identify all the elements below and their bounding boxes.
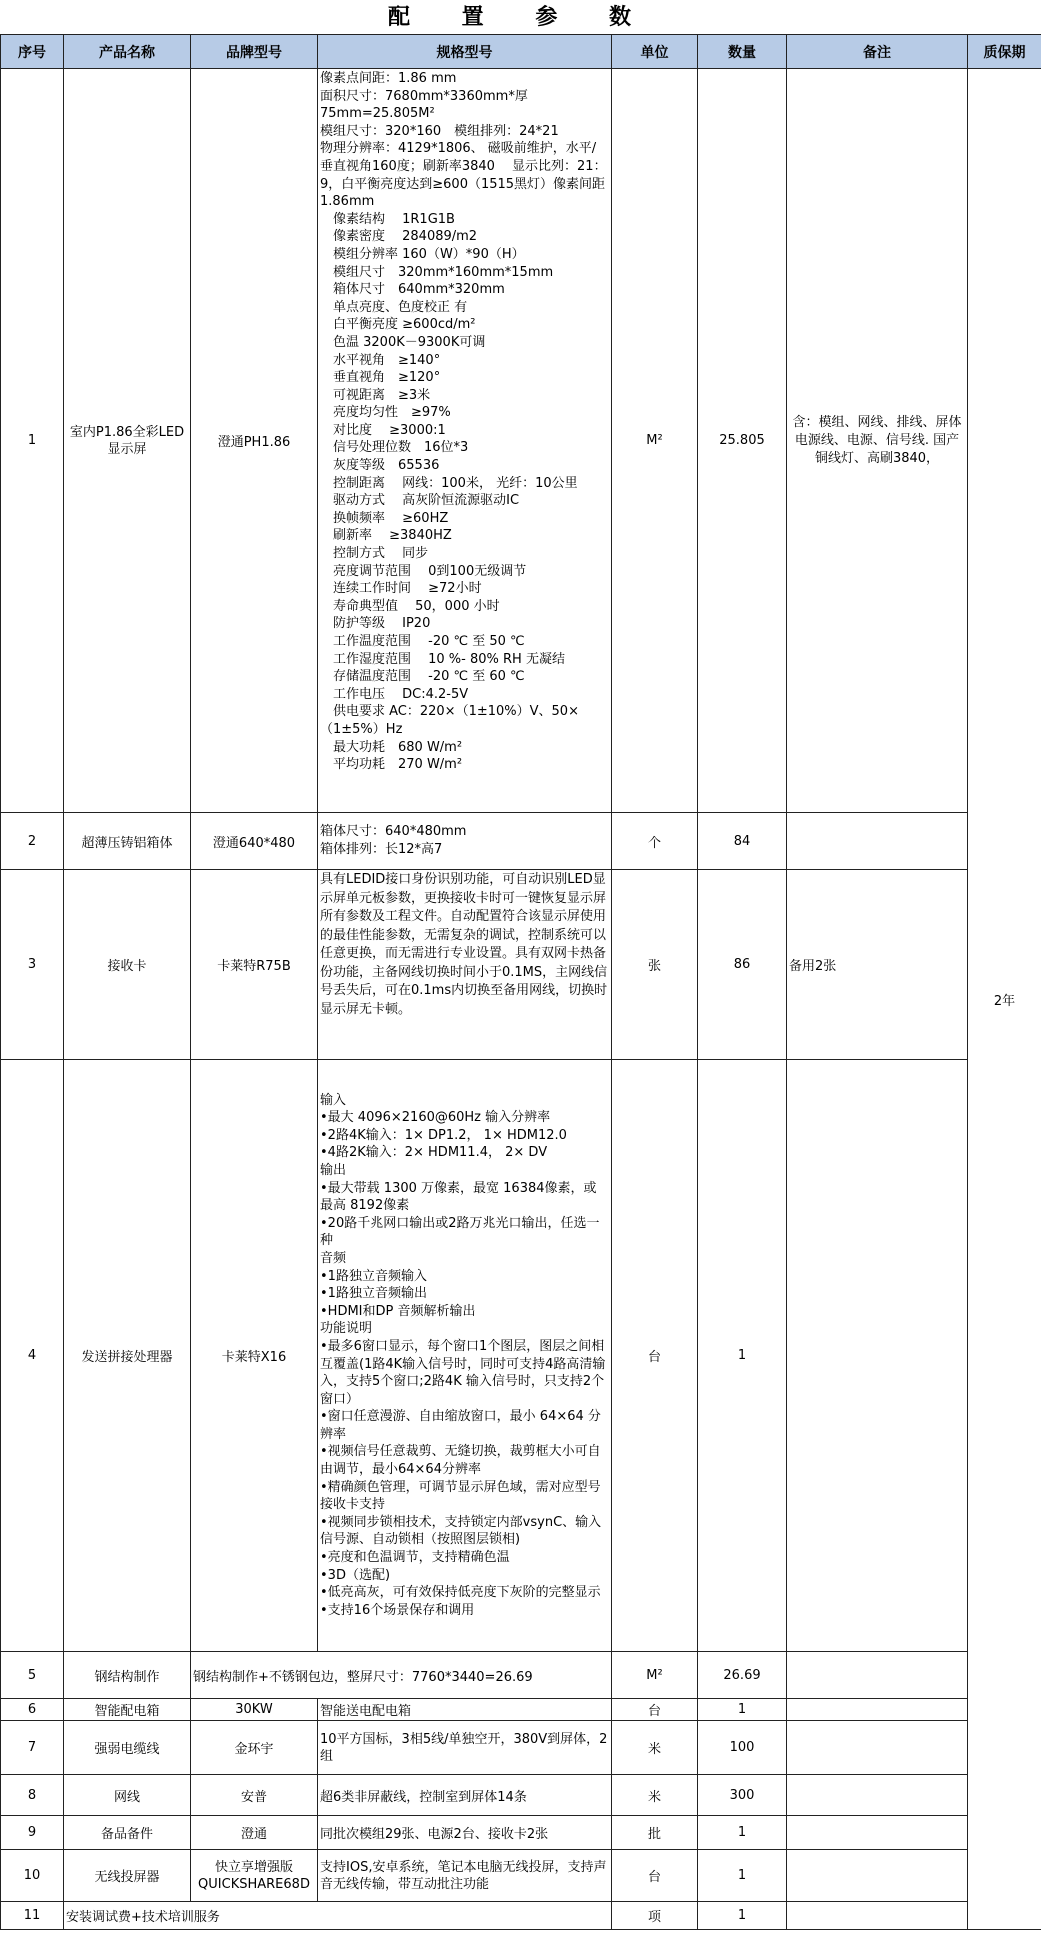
row-no: 4 <box>1 1060 64 1652</box>
row-unit: M² <box>612 1652 698 1699</box>
row-brand: 澄通PH1.86 <box>191 69 318 813</box>
header-no: 序号 <box>1 35 64 69</box>
row-name: 强弱电缆线 <box>64 1721 191 1775</box>
table-row <box>1 1721 1041 1775</box>
row-unit: 米 <box>612 1775 698 1816</box>
row-unit: 台 <box>612 1060 698 1652</box>
config-table <box>0 34 1041 1930</box>
table-row <box>1 1060 1041 1652</box>
row-name: 室内P1.86全彩LED显示屏 <box>64 69 191 813</box>
row-spec: 同批次模组29张、电源2台、接收卡2张 <box>318 1816 612 1850</box>
table-row <box>1 1902 1041 1930</box>
header-brand: 品牌型号 <box>191 35 318 69</box>
row-spec: 像素点间距：1.86 mm 面积尺寸：7680mm*3360mm*厚 75mm=25.805M² 模组尺寸：320*160 模组排列：24*21 物理分辨率：4129*1806、 磁吸前维护，水平/垂直视角160度；刷新率3840 显示比列：21：9，白平衡亮度达到≥600（1515黑灯）像素间距 1.86mm 像素结构 1R1G1B 像素密度 284089/m2 模组分辨率 160（W）*90（H） 模组尺寸 320mm*160mm*15mm 箱体尺寸 640mm*320mm 单点亮度、色度校正 有 白平衡亮度 ≥600cd/m² 色温 3200K－9300K可调 水平视角 ≥140° 垂直视角 ≥120° 可视距离 ≥3米 亮度均匀性 ≥97% 对比度 ≥3000:1 信号处理位数 16位*3 灰度等级 65536 控制距离 网线：100米， 光纤：10公里 驱动方式 高灰阶恒流源驱动IC 换帧频率 ≥60HZ 刷新率 ≥3840HZ 控制方式 同步 亮度调节范围 0到100无级调节 连续工作时间 ≥72小时 寿命典型值 50，000 小时 防护等级 IP20 工作温度范围 -20 ℃ 至 50 ℃ 工作湿度范围 10 %- 80% RH 无凝结 存储温度范围 -20 ℃ 至 60 ℃ 工作电压 DC:4.2-5V 供电要求 AC：220×（1±10%）V、50×（1±5%）Hz 最大功耗 680 W/m² 平均功耗 270 W/m² <box>318 69 612 813</box>
row-note <box>787 1652 968 1699</box>
row-brand: 安普 <box>191 1775 318 1816</box>
row-unit: 米 <box>612 1721 698 1775</box>
row-no: 8 <box>1 1775 64 1816</box>
table-row <box>1 1850 1041 1902</box>
row-brand: 快立享增强版 QUICKSHARE68D <box>191 1850 318 1902</box>
row-name: 智能配电箱 <box>64 1699 191 1721</box>
row-unit: 台 <box>612 1699 698 1721</box>
table-row <box>1 870 1041 1060</box>
row-brand: 澄通640*480 <box>191 813 318 870</box>
header-qty: 数量 <box>698 35 787 69</box>
row-brand-spec: 钢结构制作+不锈钢包边，整屏尺寸：7760*3440=26.69 <box>191 1652 612 1699</box>
row-qty: 1 <box>698 1699 787 1721</box>
row-spec: 10平方国标，3相5线/单独空开，380V到屏体，2组 <box>318 1721 612 1775</box>
row-name: 网线 <box>64 1775 191 1816</box>
row-qty: 1 <box>698 1060 787 1652</box>
row-spec: 支持IOS,安卓系统，笔记本电脑无线投屏，支持声音无线传输，带互动批注功能 <box>318 1850 612 1902</box>
row-spec: 智能送电配电箱 <box>318 1699 612 1721</box>
row-note <box>787 1775 968 1816</box>
row-name: 发送拼接处理器 <box>64 1060 191 1652</box>
row-no: 6 <box>1 1699 64 1721</box>
header-note: 备注 <box>787 35 968 69</box>
header-spec: 规格型号 <box>318 35 612 69</box>
row-note <box>787 813 968 870</box>
table-row <box>1 1652 1041 1699</box>
row-qty: 100 <box>698 1721 787 1775</box>
row-unit: M² <box>612 69 698 813</box>
row-qty: 86 <box>698 870 787 1060</box>
row-no: 7 <box>1 1721 64 1775</box>
row-name: 接收卡 <box>64 870 191 1060</box>
row-qty: 1 <box>698 1850 787 1902</box>
row-no: 11 <box>1 1902 64 1930</box>
row-note <box>787 1816 968 1850</box>
row-no: 2 <box>1 813 64 870</box>
header-unit: 单位 <box>612 35 698 69</box>
row-qty: 1 <box>698 1902 787 1930</box>
warranty-cell: 2年 <box>968 69 1041 1930</box>
row-unit: 台 <box>612 1850 698 1902</box>
row-name: 超薄压铸铝箱体 <box>64 813 191 870</box>
row-unit: 批 <box>612 1816 698 1850</box>
header-row <box>1 35 1041 69</box>
table-row <box>1 1816 1041 1850</box>
header-warranty: 质保期 <box>968 35 1041 69</box>
row-name: 备品备件 <box>64 1816 191 1850</box>
row-no: 3 <box>1 870 64 1060</box>
row-qty: 84 <box>698 813 787 870</box>
table-row <box>1 1699 1041 1721</box>
row-spec: 具有LEDID接口身份识别功能，可自动识别LED显示屏单元板参数，更换接收卡时可一键恢复显示屏所有参数及工程文件。自动配置符合该显示屏使用的最佳性能参数，无需复杂的调试，控制系统可以任意更换，而无需进行专业设置。具有双网卡热备份功能，主备网线切换时间小于0.1MS，主网线信号丢失后，可在0.1ms内切换至备用网线，切换时显示屏无卡顿。 <box>318 870 612 1060</box>
row-name: 无线投屏器 <box>64 1850 191 1902</box>
row-note: 备用2张 <box>787 870 968 1060</box>
row-unit: 个 <box>612 813 698 870</box>
table-row <box>1 69 1041 813</box>
row-unit: 张 <box>612 870 698 1060</box>
row-unit: 项 <box>612 1902 698 1930</box>
row-note <box>787 1699 968 1721</box>
row-qty: 300 <box>698 1775 787 1816</box>
row-brand: 卡莱特R75B <box>191 870 318 1060</box>
row-qty: 26.69 <box>698 1652 787 1699</box>
page-title: 配 置 参 数 <box>388 4 653 30</box>
row-note <box>787 1902 968 1930</box>
row-no: 5 <box>1 1652 64 1699</box>
header-name: 产品名称 <box>64 35 191 69</box>
row-brand: 30KW <box>191 1699 318 1721</box>
row-qty: 25.805 <box>698 69 787 813</box>
row-note <box>787 1850 968 1902</box>
table-row <box>1 1775 1041 1816</box>
row-spec: 输入 •最大 4096×2160@60Hz 输入分辨率 •2路4K输入：1× DP1.2， 1× HDM12.0 •4路2K输入：2× HDM11.4， 2× DV 输出 •最大带载 1300 万像素，最宽 16384像素，或最高 8192像素 •20路千兆网口输出或2路万兆光口输出，任选一种 音频 •1路独立音频输入 •1路独立音频输出 •HDMI和DP 音频解析输出 功能说明 •最多6窗口显示，每个窗口1个图层，图层之间相互覆盖(1路4K输入信号时，同时可支持4路高清输入，支持5个窗口;2路4K 输入信号时，只支持2个窗口） •窗口任意漫游、自由缩放窗口，最小 64×64 分辨率 •视频信号任意裁剪、无缝切换，裁剪框大小可自由调节，最小64×64分辨率 •精确颜色管理，可调节显示屏色域，需对应型号接收卡支持 •视频同步锁相技术，支持锁定内部vsynC、输入信号源、自动锁相（按照图层锁相) •亮度和色温调节，支持精确色温 •3D（选配) •低亮高灰，可有效保持低亮度下灰阶的完整显示 •支持16个场景保存和调用 <box>318 1060 612 1652</box>
row-note <box>787 1721 968 1775</box>
row-spec: 箱体尺寸：640*480mm 箱体排列：长12*高7 <box>318 813 612 870</box>
row-no: 10 <box>1 1850 64 1902</box>
table-row <box>1 813 1041 870</box>
row-brand: 卡莱特X16 <box>191 1060 318 1652</box>
row-name-span: 安装调试费+技术培训服务 <box>64 1902 612 1930</box>
row-brand: 金环宇 <box>191 1721 318 1775</box>
row-note <box>787 1060 968 1652</box>
row-note: 含：模组、网线、排线、屏体电源线、电源、信号线. 国产铜线灯、高刷3840， <box>787 69 968 813</box>
row-spec: 超6类非屏蔽线，控制室到屏体14条 <box>318 1775 612 1816</box>
row-qty: 1 <box>698 1816 787 1850</box>
row-brand: 澄通 <box>191 1816 318 1850</box>
row-no: 1 <box>1 69 64 813</box>
row-name: 钢结构制作 <box>64 1652 191 1699</box>
row-no: 9 <box>1 1816 64 1850</box>
